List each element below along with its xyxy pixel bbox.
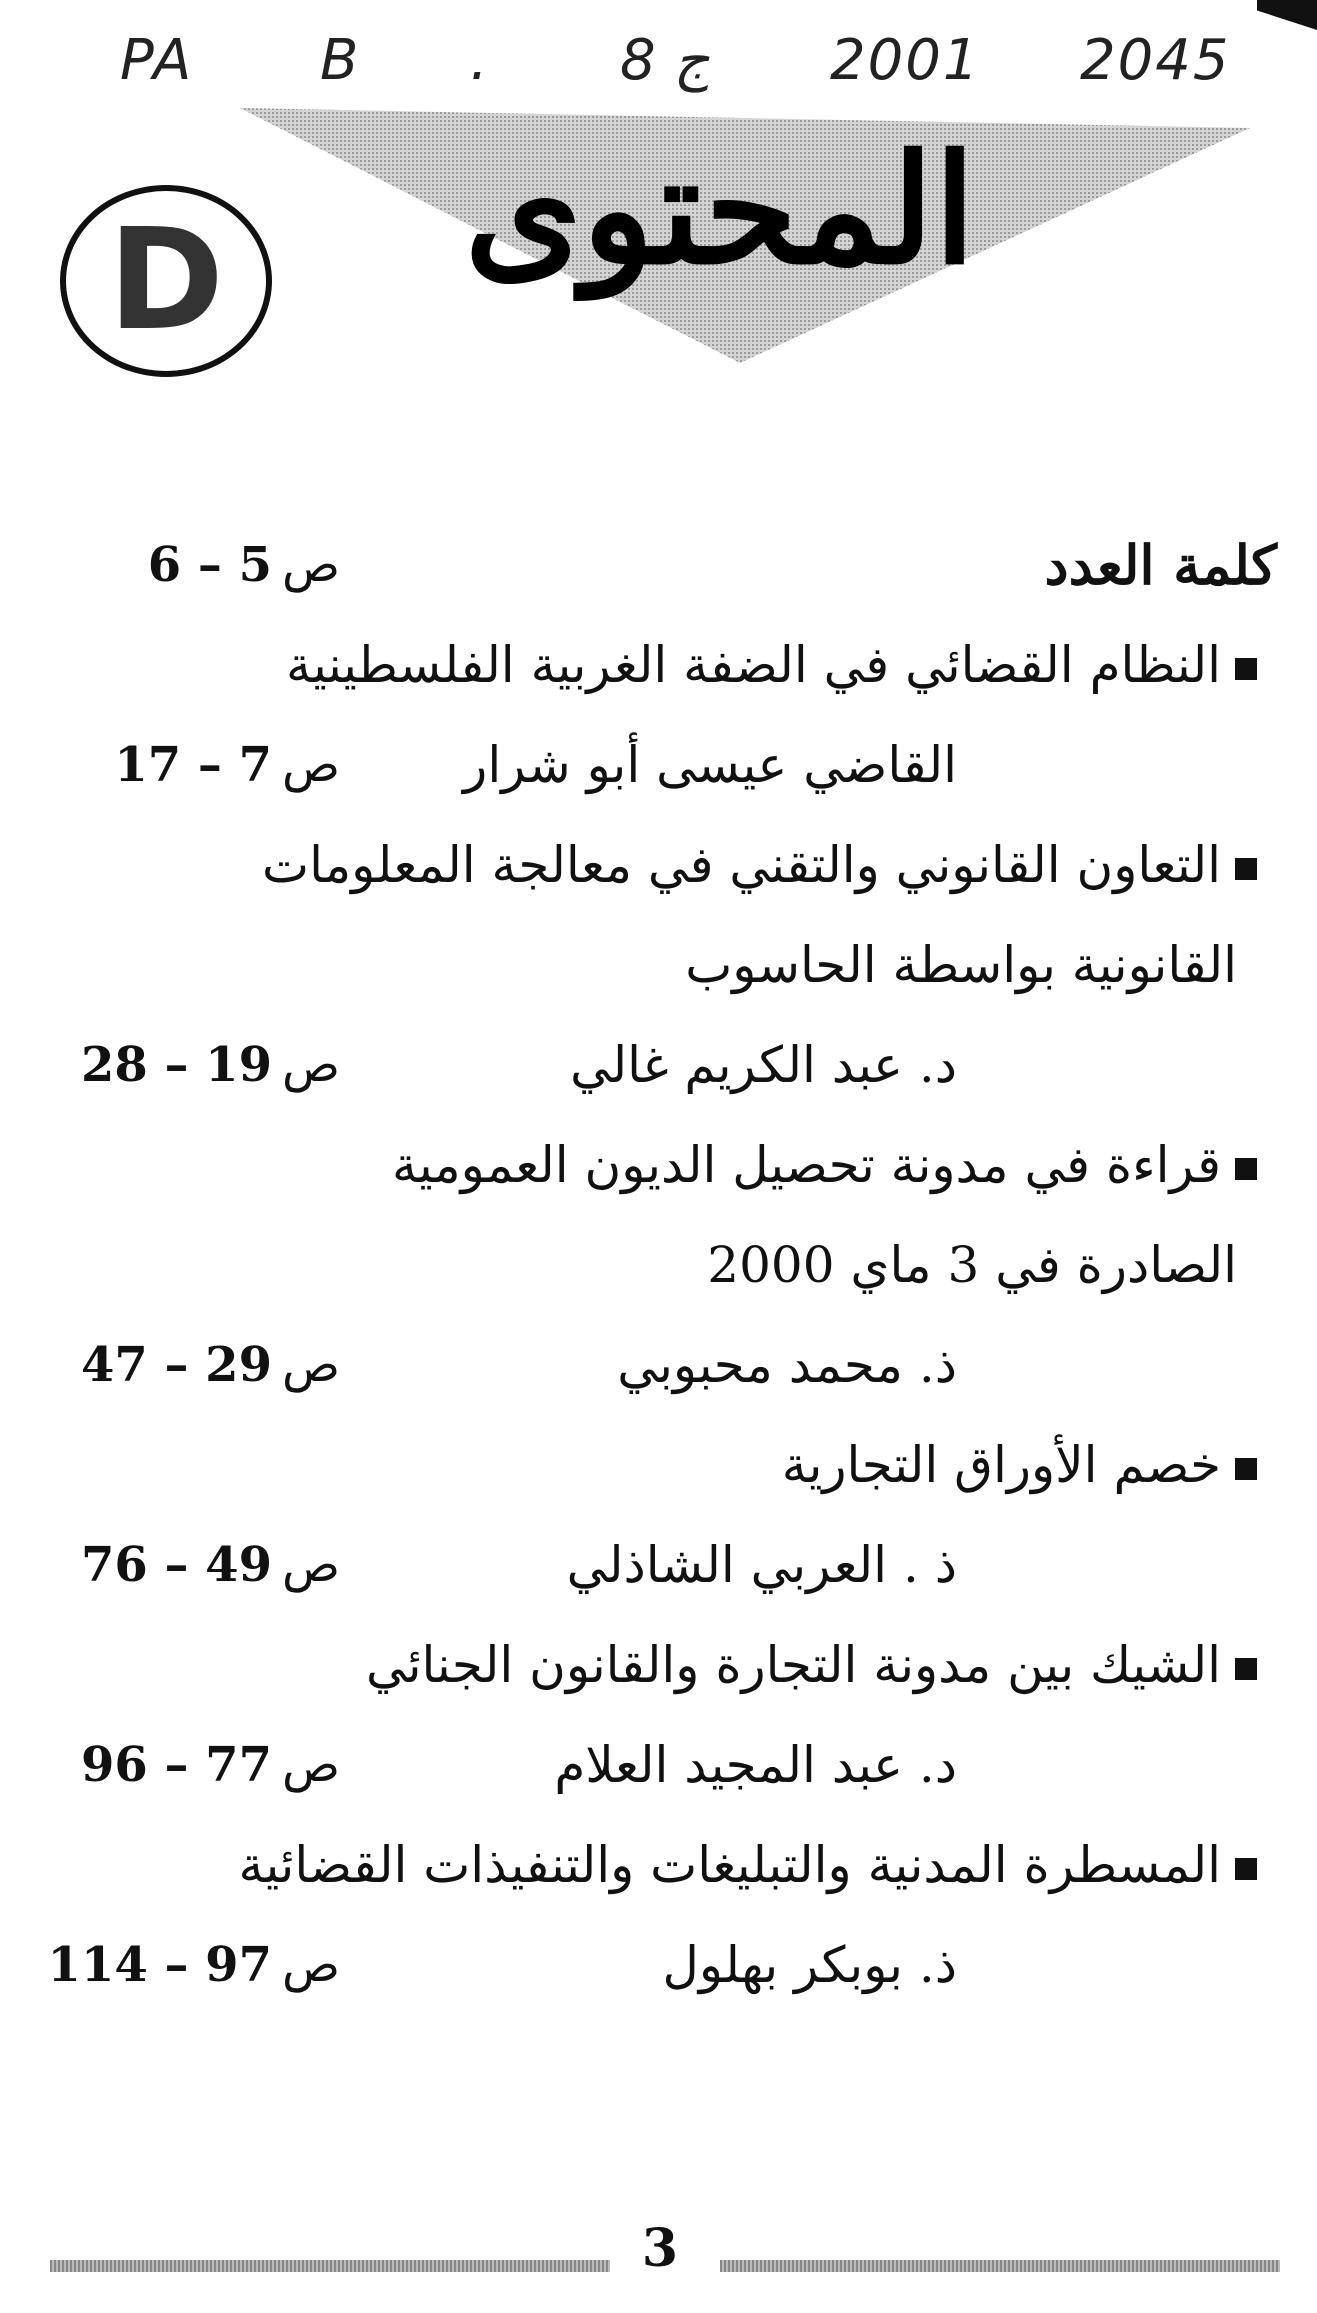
page-number: 3 — [641, 2218, 679, 2279]
page-range: 19 – 28 — [80, 1037, 272, 1093]
handnote-part: 2045 — [1080, 28, 1231, 93]
entry-title-line: النظام القضائي في الضفة الغربية الفلسطينية — [286, 636, 1221, 694]
entry-author: القاضي عيسى أبو شرار — [463, 736, 957, 794]
entry-pages — [40, 1520, 340, 1610]
toc-entry-title-cont — [0, 1220, 1317, 1310]
page-range: 97 – 114 — [47, 1937, 272, 1993]
handnote-part: . — [470, 28, 490, 93]
page-range: 77 – 96 — [80, 1737, 272, 1793]
handnote-part: PA — [120, 28, 194, 93]
entry-title-line: الصادرة في 3 ماي 2000 — [707, 1236, 1237, 1294]
toc-entry-author-row — [0, 1720, 1317, 1810]
handnote-part: 8 ج — [620, 28, 710, 93]
entry-title-line: قراءة في مدونة تحصيل الديون العمومية — [391, 1136, 1221, 1194]
toc-entry-author-row — [0, 1020, 1317, 1110]
handnote-part: 2001 — [830, 28, 981, 93]
stamp-letter: D — [107, 199, 225, 362]
page-title: المحتوى — [464, 122, 976, 298]
toc-entry-author-row — [0, 1520, 1317, 1610]
toc-entry-author-row — [0, 720, 1317, 810]
bullet-icon — [1235, 858, 1257, 880]
toc-entry-title — [0, 1420, 1317, 1510]
entry-title-line: القانونية بواسطة الحاسوب — [685, 936, 1237, 994]
entry-pages — [40, 1920, 340, 2010]
toc-entry-title-cont — [0, 920, 1317, 1010]
page-range: 5 – 6 — [147, 537, 272, 593]
entry-title-line: الشيك بين مدونة التجارة والقانون الجنائي — [365, 1636, 1221, 1694]
entry-author: ذ. محمد محبوبي — [617, 1336, 957, 1394]
page-prefix: ص — [281, 1537, 340, 1593]
page-range: 49 – 76 — [80, 1537, 272, 1593]
page-prefix: ص — [281, 1037, 340, 1093]
footer-rule-left — [50, 2260, 610, 2272]
page-prefix: ص — [281, 737, 340, 793]
footer-rule-right — [720, 2260, 1280, 2272]
toc-intro-row — [0, 520, 1317, 610]
page-prefix: ص — [281, 1737, 340, 1793]
toc-entry-title — [0, 620, 1317, 710]
toc-intro-label: كلمة العدد — [1044, 533, 1277, 597]
toc-entry-author-row — [0, 1920, 1317, 2010]
entry-author: د. عبد الكريم غالي — [570, 1036, 957, 1094]
bullet-icon — [1235, 1458, 1257, 1480]
bullet-icon — [1235, 1658, 1257, 1680]
page-prefix: ص — [281, 537, 340, 593]
toc-entry-title — [0, 1120, 1317, 1210]
page-prefix: ص — [281, 1937, 340, 1993]
entry-pages — [40, 1020, 340, 1110]
toc-intro-pages — [40, 520, 340, 610]
entry-pages — [40, 1720, 340, 1810]
entry-title-line: خصم الأوراق التجارية — [781, 1436, 1221, 1494]
toc-entry-title — [0, 820, 1317, 910]
handwritten-note — [0, 18, 1317, 108]
stamp-circle — [60, 185, 272, 377]
bullet-icon — [1235, 1158, 1257, 1180]
toc-entry-title — [0, 1620, 1317, 1710]
toc-entry-author-row — [0, 1320, 1317, 1410]
entry-title-line: المسطرة المدنية والتبليغات والتنفيذات القضائية — [238, 1836, 1221, 1894]
entry-pages — [40, 720, 340, 810]
page-prefix: ص — [281, 1337, 340, 1393]
page-range: 29 – 47 — [80, 1337, 272, 1393]
entry-author: د. عبد المجيد العلام — [554, 1736, 957, 1794]
bullet-icon — [1235, 1858, 1257, 1880]
page-range: 7 – 17 — [114, 737, 272, 793]
entry-author: ذ . العربي الشاذلي — [566, 1536, 957, 1594]
entry-title-line: التعاون القانوني والتقني في معالجة المعلومات — [262, 836, 1221, 894]
entry-author: ذ. بوبكر بهلول — [662, 1936, 957, 1994]
toc-entry-title — [0, 1820, 1317, 1910]
bullet-icon — [1235, 658, 1257, 680]
handnote-part: B — [320, 28, 361, 93]
entry-pages — [40, 1320, 340, 1410]
